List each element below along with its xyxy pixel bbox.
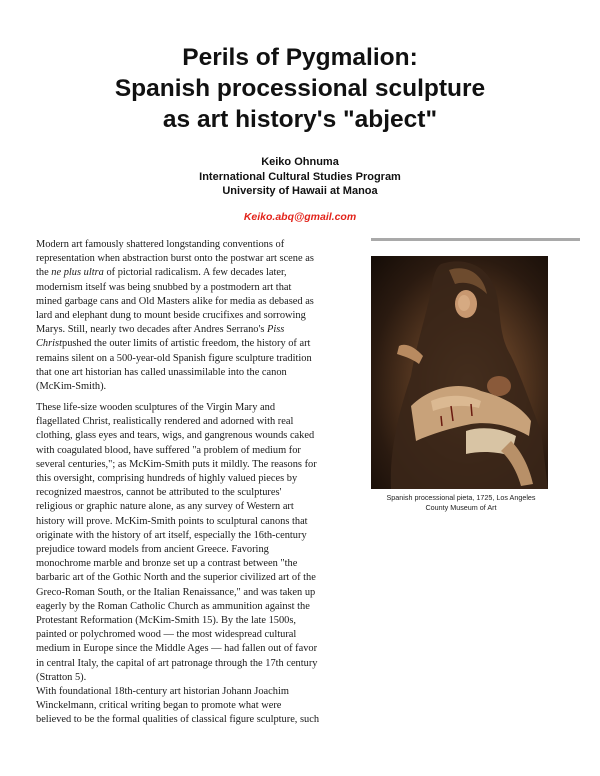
paragraph-1 xyxy=(36,238,366,394)
author-program: International Cultural Studies Program xyxy=(199,170,401,183)
p2-line: Protestant Reformation (McKim-Smith 15). By the late 1500s, xyxy=(36,615,297,627)
paragraph-2 xyxy=(36,401,366,685)
p2-line: history will prove. McKim-Smith points to sculptural canons that xyxy=(36,515,308,527)
p1-line: mined garbage cans and Old Masters alike for media as debased as xyxy=(36,295,314,307)
paper-title xyxy=(40,42,560,135)
p2-line: painted or polychromed wood — the most widespread cultural xyxy=(36,629,297,641)
paragraph-3 xyxy=(36,685,366,728)
author-university: University of Hawaii at Manoa xyxy=(222,185,378,197)
p2-line: medium in Europe since the Middle Ages — had fallen out of favor xyxy=(36,643,318,655)
p1-line: remains silent on a 500-year-old Spanish figure sculpture tradition xyxy=(36,352,312,364)
p2-line: prejudice toward models from ancient Greece. Favoring xyxy=(36,544,269,556)
p3-line: With foundational 18th-century art historian Johann Joachim xyxy=(36,686,289,697)
p1-line: Marys. Still, nearly two decades after Andres Serrano's Piss xyxy=(36,324,285,336)
pieta-illustration xyxy=(371,256,548,489)
p3-line: Winckelmann, critical writing began to promote what were xyxy=(36,700,282,712)
p2-line: several centuries,"; as McKim-Smith puts it mildly. The reasons for xyxy=(36,458,317,470)
author-block xyxy=(100,155,500,199)
p2-line: These life-size wooden sculptures of the Virgin Mary and xyxy=(36,402,276,413)
p2-line: originate with the history of art itself, especially the 16th-century xyxy=(36,529,307,541)
p1-line: the ne plus ultra of pictorial radicalism. A few decades later, xyxy=(36,267,287,279)
p2-line: clothing, glass eyes and tears, wigs, and gangrenous wounds caked xyxy=(36,430,315,442)
p1-line: Christpushed the outer limits of artistic freedom, the history of art xyxy=(36,338,311,350)
p2-line: in central Italy, the capital of art patronage through the 17th century xyxy=(36,657,318,669)
pieta-sculpture-image xyxy=(371,256,548,489)
p1-line: lard and elephant dung to mount beside crucifixes and sorrowing xyxy=(36,310,306,322)
caption-line-1: Spanish processional pieta, 1725, Los Angeles xyxy=(386,493,536,502)
p2-line: flagellated Christ, realistically rendered and adorned with real xyxy=(36,416,294,428)
figure-caption xyxy=(372,493,550,512)
p2-line: recognized maestros, cannot be attributed to the sculptures' xyxy=(36,487,282,499)
figure-divider xyxy=(371,238,580,241)
p2-line: monochrome marble and bronze set up a contrast between "the xyxy=(36,558,298,570)
p3-line: believed to be the formal qualities of classical figure sculpture, such xyxy=(36,714,320,726)
p2-line: (Stratton 5). xyxy=(36,671,87,683)
title-line-2: Spanish processional sculpture xyxy=(114,75,486,102)
p1-line: modernism itself was being snubbed by a postmodern art that xyxy=(36,281,292,293)
p2-line: this oversight, comprising hundreds of highly valued pieces by xyxy=(36,473,298,485)
p2-line: eagerly by the Roman Catholic Church as ammunition against the xyxy=(36,600,310,612)
author-email-link[interactable]: Keiko.abq@gmail.com xyxy=(243,211,357,223)
p1-line: (McKim-Smith). xyxy=(36,381,107,393)
p2-line: religious or graphic nature alone, as any survey of Western art xyxy=(36,501,294,513)
p1-line: that one art historian has called unassimilable into the canon xyxy=(36,366,287,378)
caption-line-2: County Museum of Art xyxy=(425,502,497,512)
p1-line: Modern art famously shattered longstanding conventions of xyxy=(36,239,285,250)
title-line-1: Perils of Pygmalion: xyxy=(182,44,418,71)
title-line-3: as art history's "abject" xyxy=(162,106,438,133)
p2-line: barbaric art of the Gothic North and the superior civilized art of the xyxy=(36,572,316,584)
p1-line: representation when abstraction burst onto the postwar art scene as xyxy=(36,253,314,265)
p2-line: with coagulated blood, have suffered "a problem of medium for xyxy=(36,444,301,456)
p2-line: Greco-Roman South, or the Italian Renaissance," and was taken up xyxy=(36,586,316,598)
author-name: Keiko Ohnuma xyxy=(261,156,339,168)
